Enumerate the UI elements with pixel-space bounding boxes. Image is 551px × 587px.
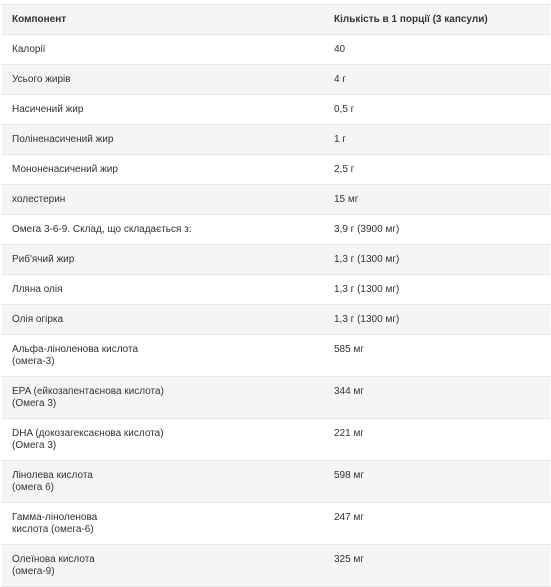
component-amount: 3,9 г (3900 мг) — [334, 224, 400, 235]
component-amount: 247 мг — [334, 512, 364, 523]
component-name: Лляна олія — [12, 284, 63, 295]
table-row — [2, 95, 550, 125]
amount-cell — [324, 125, 550, 155]
header-component: Компонент — [2, 5, 324, 35]
component-cell — [2, 185, 324, 215]
table-body — [2, 35, 550, 587]
amount-cell — [324, 335, 550, 377]
component-cell — [2, 245, 324, 275]
table-row — [2, 461, 550, 503]
component-name: Мононенасичений жир — [12, 164, 118, 175]
component-name: Гамма-ліноленова кислота (омега-6) — [12, 512, 98, 535]
table-row — [2, 155, 550, 185]
header-row — [2, 5, 550, 35]
component-amount: 1,3 г (1300 мг) — [334, 254, 400, 265]
table-row — [2, 545, 550, 587]
component-name: DHA (докозагексаєнова кислота) (Омега 3) — [12, 428, 164, 451]
component-name: Лінолева кислота (омега 6) — [12, 470, 93, 493]
component-name: EPA (ейкозапентаєнова кислота) (Омега 3) — [12, 386, 164, 409]
component-name: Насичений жир — [12, 104, 84, 115]
component-cell — [2, 155, 324, 185]
amount-cell — [324, 215, 550, 245]
component-name: Альфа-ліноленова кислота (омега-3) — [12, 344, 139, 367]
amount-cell — [324, 275, 550, 305]
component-cell — [2, 95, 324, 125]
component-cell — [2, 461, 324, 503]
component-name: Поліненасичений жир — [12, 134, 114, 145]
component-amount: 1,3 г (1300 мг) — [334, 284, 400, 295]
component-name: Риб'ячий жир — [12, 254, 75, 265]
component-cell — [2, 335, 324, 377]
amount-cell — [324, 185, 550, 215]
component-cell — [2, 125, 324, 155]
component-amount: 4 г — [334, 74, 346, 85]
table-row — [2, 335, 550, 377]
component-amount: 585 мг — [334, 344, 364, 355]
header-amount-per-serving: Кількість в 1 порції (3 капсули) — [324, 5, 550, 35]
table-row — [2, 185, 550, 215]
component-amount: 0,5 г — [334, 104, 355, 115]
table-row — [2, 215, 550, 245]
amount-cell — [324, 377, 550, 419]
component-amount: 2,5 г — [334, 164, 355, 175]
component-amount: 40 — [334, 44, 346, 55]
table-row — [2, 245, 550, 275]
component-cell — [2, 305, 324, 335]
component-cell — [2, 35, 324, 65]
component-name: холестерин — [12, 194, 66, 205]
component-cell — [2, 419, 324, 461]
component-name: Усього жирів — [12, 74, 71, 85]
amount-cell — [324, 245, 550, 275]
component-name: Олеїнова кислота (омега-9) — [12, 554, 95, 577]
component-cell — [2, 65, 324, 95]
table-row — [2, 125, 550, 155]
component-cell — [2, 503, 324, 545]
amount-cell — [324, 503, 550, 545]
amount-cell — [324, 305, 550, 335]
table-row — [2, 305, 550, 335]
component-amount: 344 мг — [334, 386, 364, 397]
table-row — [2, 35, 550, 65]
table-row — [2, 419, 550, 461]
amount-cell — [324, 419, 550, 461]
component-cell — [2, 215, 324, 245]
component-name: Омега 3-6-9. Склад, що складається з: — [12, 224, 192, 235]
component-amount: 1 г — [334, 134, 346, 145]
component-cell — [2, 377, 324, 419]
amount-cell — [324, 545, 550, 587]
component-name: Калорії — [12, 44, 46, 55]
amount-cell — [324, 35, 550, 65]
component-amount: 15 мг — [334, 194, 359, 205]
amount-cell — [324, 95, 550, 125]
nutrition-table — [2, 4, 550, 587]
component-amount: 325 мг — [334, 554, 364, 565]
component-cell — [2, 545, 324, 587]
component-amount: 1,3 г (1300 мг) — [334, 314, 400, 325]
amount-cell — [324, 155, 550, 185]
table-row — [2, 503, 550, 545]
component-amount: 598 мг — [334, 470, 364, 481]
table-row — [2, 65, 550, 95]
table-row — [2, 377, 550, 419]
component-name: Олія огірка — [12, 314, 64, 325]
table-header — [2, 5, 550, 35]
component-amount: 221 мг — [334, 428, 364, 439]
amount-cell — [324, 461, 550, 503]
amount-cell — [324, 65, 550, 95]
table-row — [2, 275, 550, 305]
component-cell — [2, 275, 324, 305]
